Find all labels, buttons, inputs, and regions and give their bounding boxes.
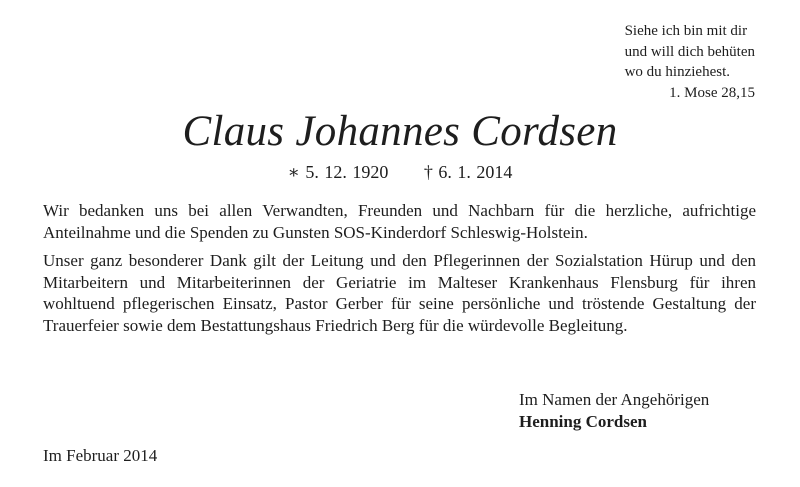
signature-block	[519, 389, 709, 433]
life-dates	[0, 160, 800, 184]
verse-line: und will dich behüten	[624, 43, 755, 60]
verse-line: wo du hinziehest.	[624, 64, 730, 80]
birth-date: ∗ 5. 12. 1920	[287, 162, 389, 182]
thanks-text	[43, 200, 756, 336]
verse-reference: 1. Mose 28,15	[669, 84, 755, 101]
bible-verse	[625, 21, 755, 103]
deceased-name: Claus Johannes Cordsen	[182, 108, 618, 155]
paragraph: Wir bedanken uns bei allen Verwandten, Freunden und Nachbarn für die herzliche, aufrichtige Anteilnahme und die Spenden zu Gunsten SOS-Kinderdorf Schleswig-Holstein.	[43, 201, 756, 242]
verse-line: Siehe ich bin mit dir	[624, 23, 748, 39]
paragraph: Unser ganz besonderer Dank gilt der Leitung und den Pflegerinnen der Sozialstation Hürup und den Mitarbeitern und Mitarbeiterinnen der Geriatrie im Malteser Krankenhaus Flensburg für ihren wohltuend pflegerischen Einsatz, Pastor Gerber für seine persönliche und tröstende Gestaltung der Trauerfeier sowie dem Bestattungshaus Friedrich Berg für die würdevolle Begleitung.	[43, 251, 756, 335]
signature-intro: Im Namen der Angehörigen	[519, 390, 710, 409]
signer-name: Henning Cordsen	[519, 412, 647, 431]
death-date: † 6. 1. 2014	[423, 162, 513, 182]
notice-date: Im Februar 2014	[43, 446, 158, 465]
